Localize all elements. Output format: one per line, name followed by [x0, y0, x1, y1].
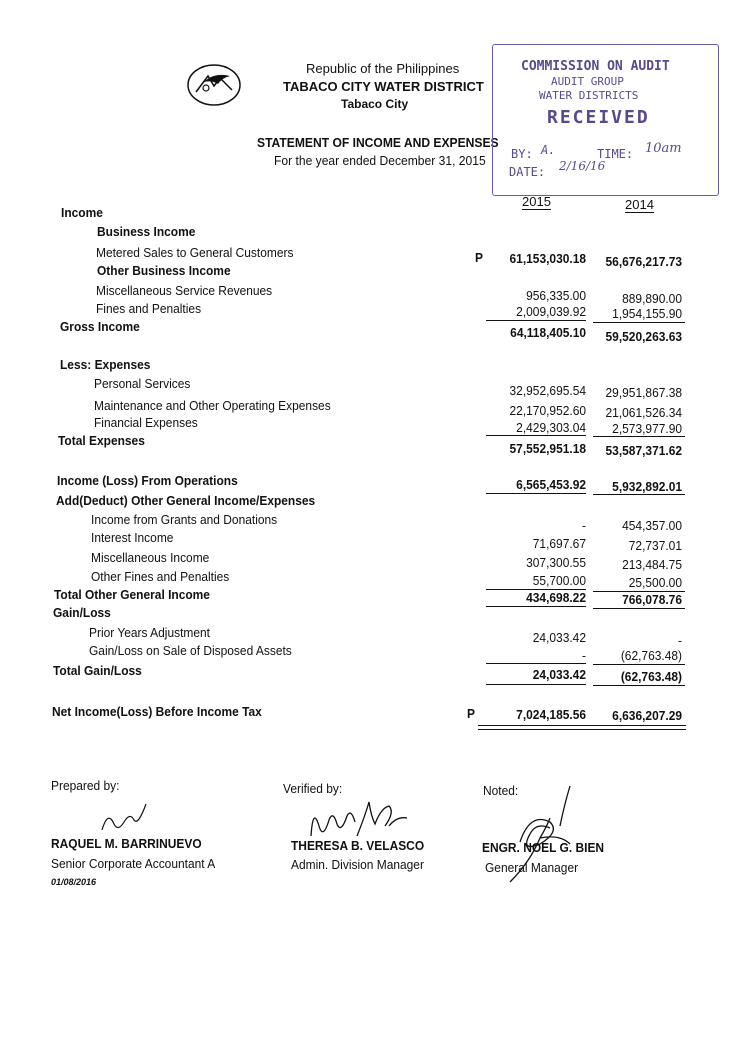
- value-2014: 5,932,892.01: [612, 479, 682, 494]
- value-2014: 21,061,526.34: [605, 405, 682, 420]
- noted-caption: Noted:: [483, 783, 519, 798]
- row-label: Miscellaneous Income: [91, 550, 210, 565]
- row-label: Metered Sales to General Customers: [96, 245, 294, 260]
- agency-name: TABACO CITY WATER DISTRICT: [283, 79, 484, 94]
- value-2015: 32,952,695.54: [509, 383, 586, 398]
- value-2014: 56,676,217.73: [605, 254, 682, 269]
- value-2014: 1,954,155.90: [612, 306, 682, 321]
- stamp-by-value: A.: [541, 143, 556, 157]
- value-2015: 61,153,030.18: [509, 251, 586, 266]
- signature-barrinuevo: [96, 800, 156, 840]
- verified-by-caption: Verified by:: [283, 781, 343, 796]
- row-label: Other Fines and Penalties: [91, 569, 230, 584]
- noted-title: General Manager: [485, 860, 579, 875]
- value-2015: -: [582, 648, 586, 663]
- value-2014: 213,484.75: [622, 557, 682, 572]
- section-business-income: Business Income: [97, 224, 196, 239]
- preparer-title: Senior Corporate Accountant A: [51, 856, 216, 871]
- section-less-expenses: Less: Expenses: [60, 357, 151, 372]
- subtotal-rule: [486, 320, 586, 321]
- value-2014: 29,951,867.38: [605, 385, 682, 400]
- value-2014: 6,636,207.29: [612, 708, 682, 723]
- row-label: Fines and Penalties: [96, 301, 202, 316]
- section-gain-loss: Gain/Loss: [53, 605, 111, 620]
- stamp-line3: WATER DISTRICTS: [539, 89, 639, 102]
- republic-line: Republic of the Philippines: [306, 61, 460, 76]
- stamp-time-label: TIME:: [597, 147, 634, 161]
- row-label: Personal Services: [94, 376, 191, 391]
- value-2015: 24,033.42: [532, 667, 586, 682]
- agency-city: Tabaco City: [341, 97, 409, 111]
- value-2014: 766,078.76: [622, 592, 682, 607]
- stamp-line4: RECEIVED: [547, 107, 650, 128]
- row-label: Total Gain/Loss: [53, 663, 142, 678]
- value-2014: 72,737.01: [628, 538, 682, 553]
- section-income: Income: [61, 205, 103, 220]
- verifier-title: Admin. Division Manager: [291, 857, 424, 872]
- stamp-date-label: DATE:: [509, 165, 546, 179]
- row-label: Interest Income: [91, 530, 174, 545]
- stamp-date-value: 2/16/16: [559, 159, 606, 173]
- row-label: Maintenance and Other Operating Expenses: [94, 398, 331, 413]
- stamp-line1: COMMISSION ON AUDIT: [521, 59, 670, 74]
- value-2014: 59,520,263.63: [605, 329, 682, 344]
- value-2015: 307,300.55: [526, 555, 586, 570]
- value-2015: 57,552,951.18: [509, 441, 586, 456]
- subtotal-rule: [593, 322, 685, 323]
- value-2015: 71,697.67: [532, 536, 586, 551]
- double-rule: [478, 725, 686, 730]
- subtotal-rule: [593, 494, 685, 495]
- stamp-by-label: BY:: [511, 147, 533, 161]
- value-2015: 24,033.42: [532, 630, 586, 645]
- value-2015: 55,700.00: [532, 573, 586, 588]
- row-label: Miscellaneous Service Revenues: [96, 283, 273, 298]
- preparer-name: RAQUEL M. BARRINUEVO: [51, 836, 202, 851]
- subtotal-rule: [486, 663, 586, 664]
- value-2015: 956,335.00: [526, 288, 586, 303]
- value-2015: 6,565,453.92: [516, 477, 586, 492]
- peso-sign: P: [475, 250, 483, 265]
- coa-received-stamp: [492, 44, 719, 196]
- preparer-date: 01/08/2016: [51, 877, 97, 887]
- column-2014: 2014: [625, 197, 654, 212]
- subtotal-rule: [593, 664, 685, 665]
- prepared-by-caption: Prepared by:: [51, 778, 120, 793]
- value-2015: -: [582, 518, 586, 533]
- value-2014: (62,763.48): [620, 669, 682, 684]
- peso-sign: P: [467, 706, 475, 721]
- value-2015: 64,118,405.10: [510, 325, 586, 340]
- row-label: Financial Expenses: [94, 415, 198, 430]
- subtotal-rule: [486, 493, 586, 494]
- statement-title: STATEMENT OF INCOME AND EXPENSES: [257, 135, 499, 150]
- noted-name: ENGR. NOEL G. BIEN: [482, 840, 605, 855]
- value-2014: 2,573,977.90: [612, 421, 682, 436]
- agency-logo: [186, 62, 242, 113]
- total-rule: [593, 608, 685, 609]
- section-add-deduct: Add(Deduct) Other General Income/Expenses: [56, 493, 316, 508]
- value-2014: 25,500.00: [628, 575, 682, 590]
- value-2015: 434,698.22: [526, 590, 586, 605]
- value-2015: 22,170,952.60: [509, 403, 586, 418]
- verifier-name: THERESA B. VELASCO: [291, 838, 425, 853]
- column-2015: 2015: [522, 194, 551, 209]
- value-2015: 2,009,039.92: [516, 304, 586, 319]
- value-2014: 454,357.00: [622, 518, 682, 533]
- subtotal-rule: [593, 436, 685, 437]
- statement-period: For the year ended December 31, 2015: [274, 153, 486, 168]
- section-other-business-income: Other Business Income: [97, 263, 231, 278]
- value-2014: 53,587,371.62: [605, 443, 682, 458]
- row-label: Total Other General Income: [54, 587, 210, 602]
- signature-bien: [500, 782, 590, 892]
- value-2014: -: [678, 633, 682, 648]
- row-label: Gain/Loss on Sale of Disposed Assets: [89, 643, 292, 658]
- row-label: Income from Grants and Donations: [91, 512, 278, 527]
- row-label: Prior Years Adjustment: [89, 625, 211, 640]
- value-2015: 7,024,185.56: [516, 707, 586, 722]
- total-rule: [486, 684, 586, 685]
- row-label: Income (Loss) From Operations: [57, 473, 238, 488]
- stamp-time-value: 10am: [645, 141, 682, 156]
- row-label: Gross Income: [60, 319, 140, 334]
- subtotal-rule: [486, 435, 586, 436]
- row-label: Total Expenses: [58, 433, 145, 448]
- value-2014: 889,890.00: [622, 291, 682, 306]
- value-2015: 2,429,303.04: [516, 420, 586, 435]
- row-label: Net Income(Loss) Before Income Tax: [52, 704, 262, 719]
- total-rule: [486, 606, 586, 607]
- total-rule: [593, 685, 685, 686]
- stamp-line2: AUDIT GROUP: [551, 75, 624, 88]
- value-2014: (62,763.48): [620, 648, 682, 663]
